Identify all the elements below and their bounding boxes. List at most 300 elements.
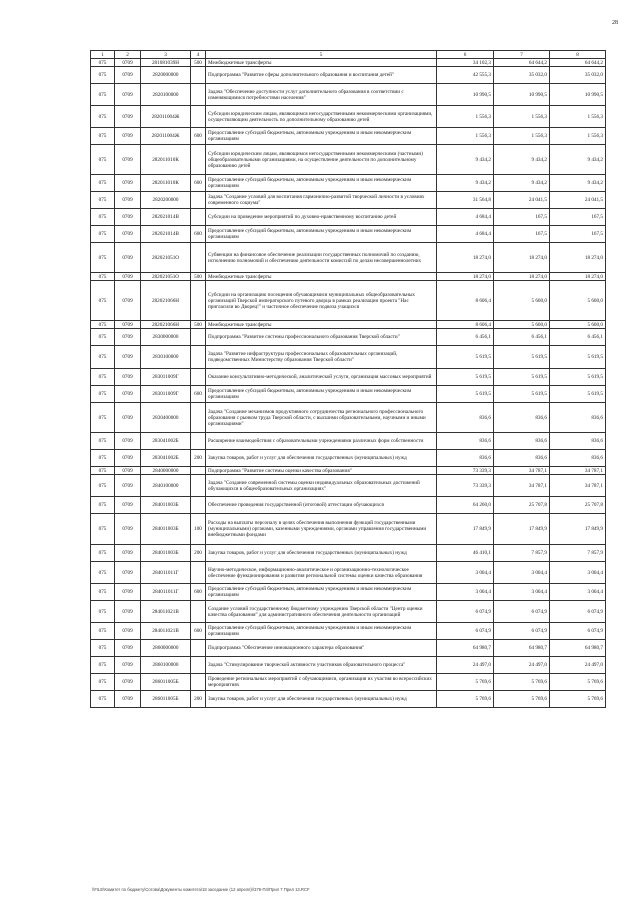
table-row [91, 175, 606, 192]
code-section-cell: 0709 [115, 386, 141, 403]
amount-year1-cell: 6 074,9 [437, 601, 494, 623]
code-target-cell: 282011010К [141, 145, 191, 175]
code-section-cell: 0709 [115, 562, 141, 584]
table-row [91, 106, 606, 128]
description-cell: Создание условий государственному бюджетному учреждению Тверской области "Центр оценки качества образования" для административного обеспечения деятельности организаций [206, 601, 437, 623]
amount-year3-cell: 34 787,1 [550, 467, 606, 475]
amount-year2-cell: 7 857,9 [494, 545, 550, 562]
code-ministry-cell: 075 [91, 59, 115, 67]
table-row [91, 562, 606, 584]
amount-year2-cell: 3 004,4 [494, 562, 550, 584]
table-row [91, 226, 606, 243]
description-cell: Задача "Развитие инфраструктуры профессиональных образовательных организаций, подведомственных Министерству образования Тверской области" [206, 346, 437, 369]
code-ministry-cell: 075 [91, 106, 115, 128]
table-row [91, 84, 606, 106]
code-target-cell: 2820000000 [141, 67, 191, 84]
code-expense-type-cell [191, 192, 206, 209]
amount-year1-cell: 836,6 [437, 403, 494, 433]
amount-year2-cell: 6 074,9 [494, 623, 550, 640]
table-row [91, 584, 606, 601]
amount-year2-cell: 34 787,1 [494, 475, 550, 497]
code-section-cell: 0709 [115, 106, 141, 128]
amount-year3-cell: 18 274,0 [550, 273, 606, 281]
description-cell: Межбюджетные трансферты [206, 273, 437, 281]
amount-year3-cell: 24 041,5 [550, 192, 606, 209]
amount-year3-cell: 5 769,6 [550, 674, 606, 691]
amount-year2-cell: 5 619,5 [494, 369, 550, 386]
code-section-cell: 0709 [115, 584, 141, 601]
code-section-cell: 0709 [115, 175, 141, 192]
code-target-cell: 282011004Ж [141, 106, 191, 128]
code-target-cell: 2830400000 [141, 403, 191, 433]
amount-year3-cell: 836,6 [550, 403, 606, 433]
code-section-cell: 0709 [115, 433, 141, 450]
code-section-cell: 0709 [115, 281, 141, 321]
amount-year3-cell: 7 857,9 [550, 545, 606, 562]
code-expense-type-cell [191, 281, 206, 321]
code-expense-type-cell [191, 403, 206, 433]
amount-year1-cell: 4 684,4 [437, 209, 494, 226]
code-target-cell: 282021051О [141, 273, 191, 281]
description-cell: Предоставление субсидий бюджетным, автономным учреждениям и иным некоммерческим организациям [206, 226, 437, 243]
code-ministry-cell: 075 [91, 433, 115, 450]
code-expense-type-cell: 600 [191, 226, 206, 243]
amount-year2-cell: 5 619,5 [494, 346, 550, 369]
amount-year2-cell: 5 769,6 [494, 674, 550, 691]
table-row [91, 601, 606, 623]
code-target-cell: 283011009Г [141, 386, 191, 403]
description-cell: Предоставление субсидий бюджетным, автономным учреждениям и иным некоммерческим организациям [206, 128, 437, 145]
amount-year2-cell: 5 600,0 [494, 281, 550, 321]
amount-year2-cell: 836,6 [494, 450, 550, 467]
code-target-cell: 284011021В [141, 623, 191, 640]
code-expense-type-cell: 500 [191, 273, 206, 281]
code-section-cell: 0709 [115, 192, 141, 209]
code-expense-type-cell: 500 [191, 321, 206, 329]
amount-year3-cell: 6 074,9 [550, 601, 606, 623]
description-cell: Научно-методическое, информационно-аналитическое и организационно-технологическое обеспечение функционирования и развития региональной системы оценки качества образования [206, 562, 437, 584]
code-target-cell: 282011004Ж [141, 128, 191, 145]
code-section-cell: 0709 [115, 497, 141, 514]
code-expense-type-cell: 200 [191, 691, 206, 708]
code-ministry-cell: 075 [91, 475, 115, 497]
description-cell: Предоставление субсидий бюджетным, автономным учреждениям и иным некоммерческим организациям [206, 175, 437, 192]
code-section-cell: 0709 [115, 59, 141, 67]
amount-year2-cell: 24 497,0 [494, 657, 550, 674]
code-target-cell: 2830000000 [141, 329, 191, 346]
amount-year3-cell: 24 497,0 [550, 657, 606, 674]
description-cell: Задача "Стимулирование творческой активности участников образовательного процесса" [206, 657, 437, 674]
code-target-cell: 283041002Б [141, 450, 191, 467]
description-cell: Подпрограмма "Развитие системы оценки качества образования" [206, 467, 437, 475]
code-expense-type-cell [191, 562, 206, 584]
table-row [91, 545, 606, 562]
amount-year3-cell: 1 556,3 [550, 128, 606, 145]
description-cell: Расширение взаимодействия с образовательными учреждениями различных форм собственности [206, 433, 437, 450]
amount-year1-cell: 5 619,5 [437, 346, 494, 369]
table-row [91, 209, 606, 226]
code-expense-type-cell: 600 [191, 128, 206, 145]
table-row [91, 403, 606, 433]
code-target-cell: 286011005Б [141, 691, 191, 708]
amount-year3-cell: 3 004,4 [550, 584, 606, 601]
table-row [91, 329, 606, 346]
code-expense-type-cell [191, 369, 206, 386]
code-expense-type-cell: 200 [191, 450, 206, 467]
code-target-cell: 283011009Г [141, 369, 191, 386]
amount-year3-cell: 35 032,0 [550, 67, 606, 84]
code-target-cell: 284011011Г [141, 562, 191, 584]
amount-year2-cell: 24 041,5 [494, 192, 550, 209]
description-cell: Субсидии юридическим лицам, являющимся негосударственными некоммерческими (частными) общеобразовательными организациями, на осуществление деятельности по дополнительному образованию детей [206, 145, 437, 175]
amount-year1-cell: 46 410,1 [437, 545, 494, 562]
amount-year1-cell: 42 555,3 [437, 67, 494, 84]
code-expense-type-cell [191, 346, 206, 369]
code-expense-type-cell [191, 106, 206, 128]
description-cell: Задача "Обеспечение доступности услуг дополнительного образования в соответствии с изменяющимися потребностями населения" [206, 84, 437, 106]
table-row [91, 674, 606, 691]
column-header: 8 [550, 51, 606, 59]
amount-year1-cell: 9 434,2 [437, 145, 494, 175]
code-ministry-cell: 075 [91, 209, 115, 226]
table-row [91, 433, 606, 450]
amount-year1-cell: 5 769,6 [437, 674, 494, 691]
code-target-cell: 2860100000 [141, 657, 191, 674]
code-section-cell: 0709 [115, 145, 141, 175]
table-row [91, 128, 606, 145]
table-row [91, 450, 606, 467]
table-row [91, 623, 606, 640]
code-ministry-cell: 075 [91, 346, 115, 369]
amount-year2-cell: 6 456,1 [494, 329, 550, 346]
amount-year3-cell: 167,5 [550, 226, 606, 243]
code-ministry-cell: 075 [91, 601, 115, 623]
amount-year2-cell: 9 434,2 [494, 145, 550, 175]
code-ministry-cell: 075 [91, 562, 115, 584]
code-section-cell: 0709 [115, 514, 141, 545]
code-section-cell: 0709 [115, 369, 141, 386]
amount-year3-cell: 10 990,5 [550, 84, 606, 106]
amount-year1-cell: 8 606,4 [437, 321, 494, 329]
amount-year1-cell: 3 004,4 [437, 562, 494, 584]
column-header: 4 [191, 51, 206, 59]
code-expense-type-cell [191, 67, 206, 84]
code-section-cell: 0709 [115, 209, 141, 226]
code-expense-type-cell [191, 475, 206, 497]
amount-year1-cell: 17 849,9 [437, 514, 494, 545]
amount-year1-cell: 73 339,3 [437, 475, 494, 497]
code-expense-type-cell: 600 [191, 584, 206, 601]
amount-year3-cell: 836,6 [550, 450, 606, 467]
code-expense-type-cell [191, 433, 206, 450]
code-section-cell: 0709 [115, 226, 141, 243]
amount-year3-cell: 5 619,5 [550, 386, 606, 403]
amount-year1-cell: 4 684,4 [437, 226, 494, 243]
table-row [91, 281, 606, 321]
column-header: 7 [494, 51, 550, 59]
file-path-footer: \\FILE\Комитет по бюджету\Сотова\Документы комитета\18 заседание (12 апреля)\\376-П4\Прил 7 Прил 13.RCF [92, 887, 310, 892]
code-expense-type-cell [191, 209, 206, 226]
amount-year3-cell: 1 556,3 [550, 106, 606, 128]
code-section-cell: 0709 [115, 467, 141, 475]
amount-year1-cell: 18 274,0 [437, 243, 494, 273]
amount-year2-cell: 167,5 [494, 226, 550, 243]
code-section-cell: 0709 [115, 640, 141, 657]
code-ministry-cell: 075 [91, 369, 115, 386]
amount-year1-cell: 836,6 [437, 450, 494, 467]
code-expense-type-cell: 200 [191, 545, 206, 562]
code-target-cell: 282011010К [141, 175, 191, 192]
code-target-cell: 282021051О [141, 243, 191, 273]
code-ministry-cell: 075 [91, 281, 115, 321]
code-ministry-cell: 075 [91, 386, 115, 403]
table-row [91, 243, 606, 273]
table-row [91, 467, 606, 475]
amount-year3-cell: 6 456,1 [550, 329, 606, 346]
description-cell: Субсидии на организацию посещения обучающимися муниципальных общеобразовательных организаций Тверской императорского путевого дворца в рамках реализации проекта "Нас пригласили во Дворец!" и частичное обеспечение подвоза учащихся [206, 281, 437, 321]
code-ministry-cell: 075 [91, 450, 115, 467]
table-row [91, 67, 606, 84]
amount-year3-cell: 18 274,0 [550, 243, 606, 273]
description-cell: Подпрограмма "Развитие системы профессионального образования Тверской области" [206, 329, 437, 346]
code-target-cell: 286011005Б [141, 674, 191, 691]
table-row [91, 475, 606, 497]
table-row [91, 657, 606, 674]
description-cell: Оказание консультативно-методической, аналитической услуги, организация массовых мероприятий [206, 369, 437, 386]
amount-year2-cell: 34 787,1 [494, 467, 550, 475]
description-cell: Задача "Создание современной системы оценки индивидуальных образовательных достижений обучающихся в общеобразовательных организациях" [206, 475, 437, 497]
code-expense-type-cell: 600 [191, 623, 206, 640]
code-section-cell: 0709 [115, 545, 141, 562]
amount-year1-cell: 64 980,7 [437, 640, 494, 657]
code-ministry-cell: 075 [91, 67, 115, 84]
code-section-cell: 0709 [115, 67, 141, 84]
code-target-cell: 2840000000 [141, 467, 191, 475]
code-section-cell: 0709 [115, 321, 141, 329]
code-target-cell: 284011003Б [141, 497, 191, 514]
code-expense-type-cell [191, 84, 206, 106]
amount-year2-cell: 25 707,8 [494, 497, 550, 514]
amount-year3-cell: 64 980,7 [550, 640, 606, 657]
code-section-cell: 0709 [115, 601, 141, 623]
code-target-cell: 282021066Н [141, 321, 191, 329]
description-cell: Межбюджетные трансферты [206, 59, 437, 67]
description-cell: Предоставление субсидий бюджетным, автономным учреждениям и иным некоммерческим организациям [206, 584, 437, 601]
amount-year2-cell: 9 434,2 [494, 175, 550, 192]
code-ministry-cell: 075 [91, 623, 115, 640]
amount-year1-cell: 31 564,8 [437, 192, 494, 209]
code-ministry-cell: 075 [91, 674, 115, 691]
amount-year1-cell: 5 619,5 [437, 386, 494, 403]
amount-year1-cell: 6 456,1 [437, 329, 494, 346]
code-section-cell: 0709 [115, 623, 141, 640]
column-header: 6 [437, 51, 494, 59]
description-cell: Задача "Создание механизмов продуктивного сотрудничества регионального профессионального образования с рынком труда Тверской области, с высшими образовательными, научными и иными организациями" [206, 403, 437, 433]
code-section-cell: 0709 [115, 243, 141, 273]
amount-year2-cell: 1 556,3 [494, 106, 550, 128]
page-number: 28 [612, 20, 618, 26]
amount-year3-cell: 3 004,4 [550, 562, 606, 584]
table-row [91, 321, 606, 329]
amount-year2-cell: 836,6 [494, 433, 550, 450]
amount-year3-cell: 5 619,5 [550, 346, 606, 369]
code-expense-type-cell [191, 657, 206, 674]
code-section-cell: 0709 [115, 450, 141, 467]
description-cell: Предоставление субсидий бюджетным, автономным учреждениям и иным некоммерческим организациям [206, 386, 437, 403]
description-cell: Обеспечение проведения государственной (итоговой) аттестации обучающихся [206, 497, 437, 514]
budget-table [90, 50, 606, 708]
amount-year1-cell: 73 339,3 [437, 467, 494, 475]
code-ministry-cell: 075 [91, 657, 115, 674]
table-row [91, 59, 606, 67]
column-header: 5 [206, 51, 437, 59]
description-cell: Расходы на выплаты персоналу в целях обеспечения выполнения функций государственными (муниципальными) органами, казенными учреждениями, органами управления государственными внебюджетными фондами [206, 514, 437, 545]
description-cell: Проведение региональных мероприятий с обучающимися, организация их участия во всероссийских мероприятиях [206, 674, 437, 691]
amount-year1-cell: 836,6 [437, 433, 494, 450]
table-row [91, 514, 606, 545]
amount-year2-cell: 35 032,0 [494, 67, 550, 84]
amount-year3-cell: 34 787,1 [550, 475, 606, 497]
amount-year3-cell: 9 434,2 [550, 175, 606, 192]
table-row [91, 346, 606, 369]
amount-year3-cell: 17 849,9 [550, 514, 606, 545]
table-body [91, 59, 606, 708]
amount-year1-cell: 24 497,0 [437, 657, 494, 674]
amount-year2-cell: 64 644,2 [494, 59, 550, 67]
code-ministry-cell: 075 [91, 145, 115, 175]
code-expense-type-cell: 600 [191, 386, 206, 403]
code-ministry-cell: 075 [91, 273, 115, 281]
description-cell: Закупка товаров, работ и услуг для обеспечения государственных (муниципальных) нужд [206, 691, 437, 708]
code-target-cell: 284011011Г [141, 584, 191, 601]
amount-year1-cell: 6 074,9 [437, 623, 494, 640]
amount-year2-cell: 836,6 [494, 403, 550, 433]
amount-year1-cell: 34 102,3 [437, 59, 494, 67]
code-ministry-cell: 075 [91, 497, 115, 514]
code-ministry-cell: 075 [91, 691, 115, 708]
column-header: 1 [91, 51, 115, 59]
amount-year2-cell: 1 556,3 [494, 128, 550, 145]
code-ministry-cell: 075 [91, 226, 115, 243]
amount-year2-cell: 5 769,6 [494, 691, 550, 708]
code-expense-type-cell [191, 497, 206, 514]
code-expense-type-cell: 100 [191, 514, 206, 545]
code-expense-type-cell [191, 329, 206, 346]
code-section-cell: 0709 [115, 475, 141, 497]
description-cell: Подпрограмма "Развитие сферы дополнительного образования и воспитания детей" [206, 67, 437, 84]
code-expense-type-cell [191, 674, 206, 691]
amount-year1-cell: 18 274,0 [437, 273, 494, 281]
code-expense-type-cell [191, 243, 206, 273]
table-row [91, 691, 606, 708]
amount-year1-cell: 5 769,6 [437, 691, 494, 708]
code-ministry-cell: 075 [91, 84, 115, 106]
code-ministry-cell: 075 [91, 514, 115, 545]
code-target-cell: 2860000000 [141, 640, 191, 657]
table-header [91, 51, 606, 59]
amount-year3-cell: 25 707,8 [550, 497, 606, 514]
code-section-cell: 0709 [115, 657, 141, 674]
description-cell: Субсидии юридическим лицам, являющимся негосударственными некоммерческими организациями, осуществляющим деятельность по дополнительному образованию детей [206, 106, 437, 128]
code-section-cell: 0709 [115, 691, 141, 708]
amount-year2-cell: 6 074,9 [494, 601, 550, 623]
amount-year1-cell: 8 606,4 [437, 281, 494, 321]
amount-year3-cell: 5 619,5 [550, 369, 606, 386]
code-section-cell: 0709 [115, 674, 141, 691]
code-section-cell: 0709 [115, 346, 141, 369]
code-target-cell: 284011021В [141, 601, 191, 623]
code-target-cell: 283041002Б [141, 433, 191, 450]
code-target-cell: 284011003Б [141, 545, 191, 562]
code-ministry-cell: 075 [91, 403, 115, 433]
amount-year2-cell: 17 849,9 [494, 514, 550, 545]
code-section-cell: 0709 [115, 273, 141, 281]
description-cell: Закупка товаров, работ и услуг для обеспечения государственных (муниципальных) нужд [206, 450, 437, 467]
amount-year3-cell: 5 600,0 [550, 281, 606, 321]
amount-year2-cell: 167,5 [494, 209, 550, 226]
table-row [91, 497, 606, 514]
description-cell: Предоставление субсидий бюджетным, автономным учреждениям и иным некоммерческим организациям [206, 623, 437, 640]
amount-year2-cell: 5 600,0 [494, 321, 550, 329]
amount-year1-cell: 5 619,5 [437, 369, 494, 386]
description-cell: Субсидии на проведение мероприятий по духовно-нравственному воспитанию детей [206, 209, 437, 226]
description-cell: Подпрограмма "Обеспечение инновационного характера образования" [206, 640, 437, 657]
amount-year2-cell: 64 980,7 [494, 640, 550, 657]
code-target-cell: 2830100000 [141, 346, 191, 369]
amount-year3-cell: 64 644,2 [550, 59, 606, 67]
code-ministry-cell: 075 [91, 128, 115, 145]
code-ministry-cell: 075 [91, 329, 115, 346]
table-row [91, 369, 606, 386]
code-section-cell: 0709 [115, 329, 141, 346]
amount-year2-cell: 5 619,5 [494, 386, 550, 403]
code-section-cell: 0709 [115, 84, 141, 106]
amount-year2-cell: 10 990,5 [494, 84, 550, 106]
code-target-cell: 284011003Б [141, 514, 191, 545]
code-expense-type-cell [191, 640, 206, 657]
code-expense-type-cell: 500 [191, 59, 206, 67]
amount-year1-cell: 1 556,3 [437, 128, 494, 145]
amount-year1-cell: 9 434,2 [437, 175, 494, 192]
code-ministry-cell: 075 [91, 243, 115, 273]
description-cell: Субвенции на финансовое обеспечение реализации государственных полномочий по созданию, исполнению полномочий и обеспечению деятельности комиссий по делам несовершеннолетних [206, 243, 437, 273]
code-ministry-cell: 075 [91, 640, 115, 657]
amount-year3-cell: 9 434,2 [550, 145, 606, 175]
amount-year3-cell: 5 600,0 [550, 321, 606, 329]
code-target-cell: 281081039Н [141, 59, 191, 67]
code-target-cell: 282021014В [141, 226, 191, 243]
code-target-cell: 282021014В [141, 209, 191, 226]
table-row [91, 386, 606, 403]
table-row [91, 640, 606, 657]
code-expense-type-cell: 600 [191, 175, 206, 192]
code-target-cell: 2820100000 [141, 84, 191, 106]
code-ministry-cell: 075 [91, 175, 115, 192]
column-header: 2 [115, 51, 141, 59]
code-expense-type-cell [191, 467, 206, 475]
code-ministry-cell: 075 [91, 192, 115, 209]
amount-year2-cell: 18 274,0 [494, 273, 550, 281]
amount-year3-cell: 5 769,6 [550, 691, 606, 708]
amount-year1-cell: 10 990,5 [437, 84, 494, 106]
amount-year2-cell: 18 274,0 [494, 243, 550, 273]
description-cell: Межбюджетные трансферты [206, 321, 437, 329]
description-cell: Задача "Создание условий для воспитания гармонично-развитой творческой личности в условиях современного социума" [206, 192, 437, 209]
amount-year1-cell: 64 260,0 [437, 497, 494, 514]
code-target-cell: 282021066Н [141, 281, 191, 321]
code-section-cell: 0709 [115, 403, 141, 433]
amount-year1-cell: 3 004,4 [437, 584, 494, 601]
